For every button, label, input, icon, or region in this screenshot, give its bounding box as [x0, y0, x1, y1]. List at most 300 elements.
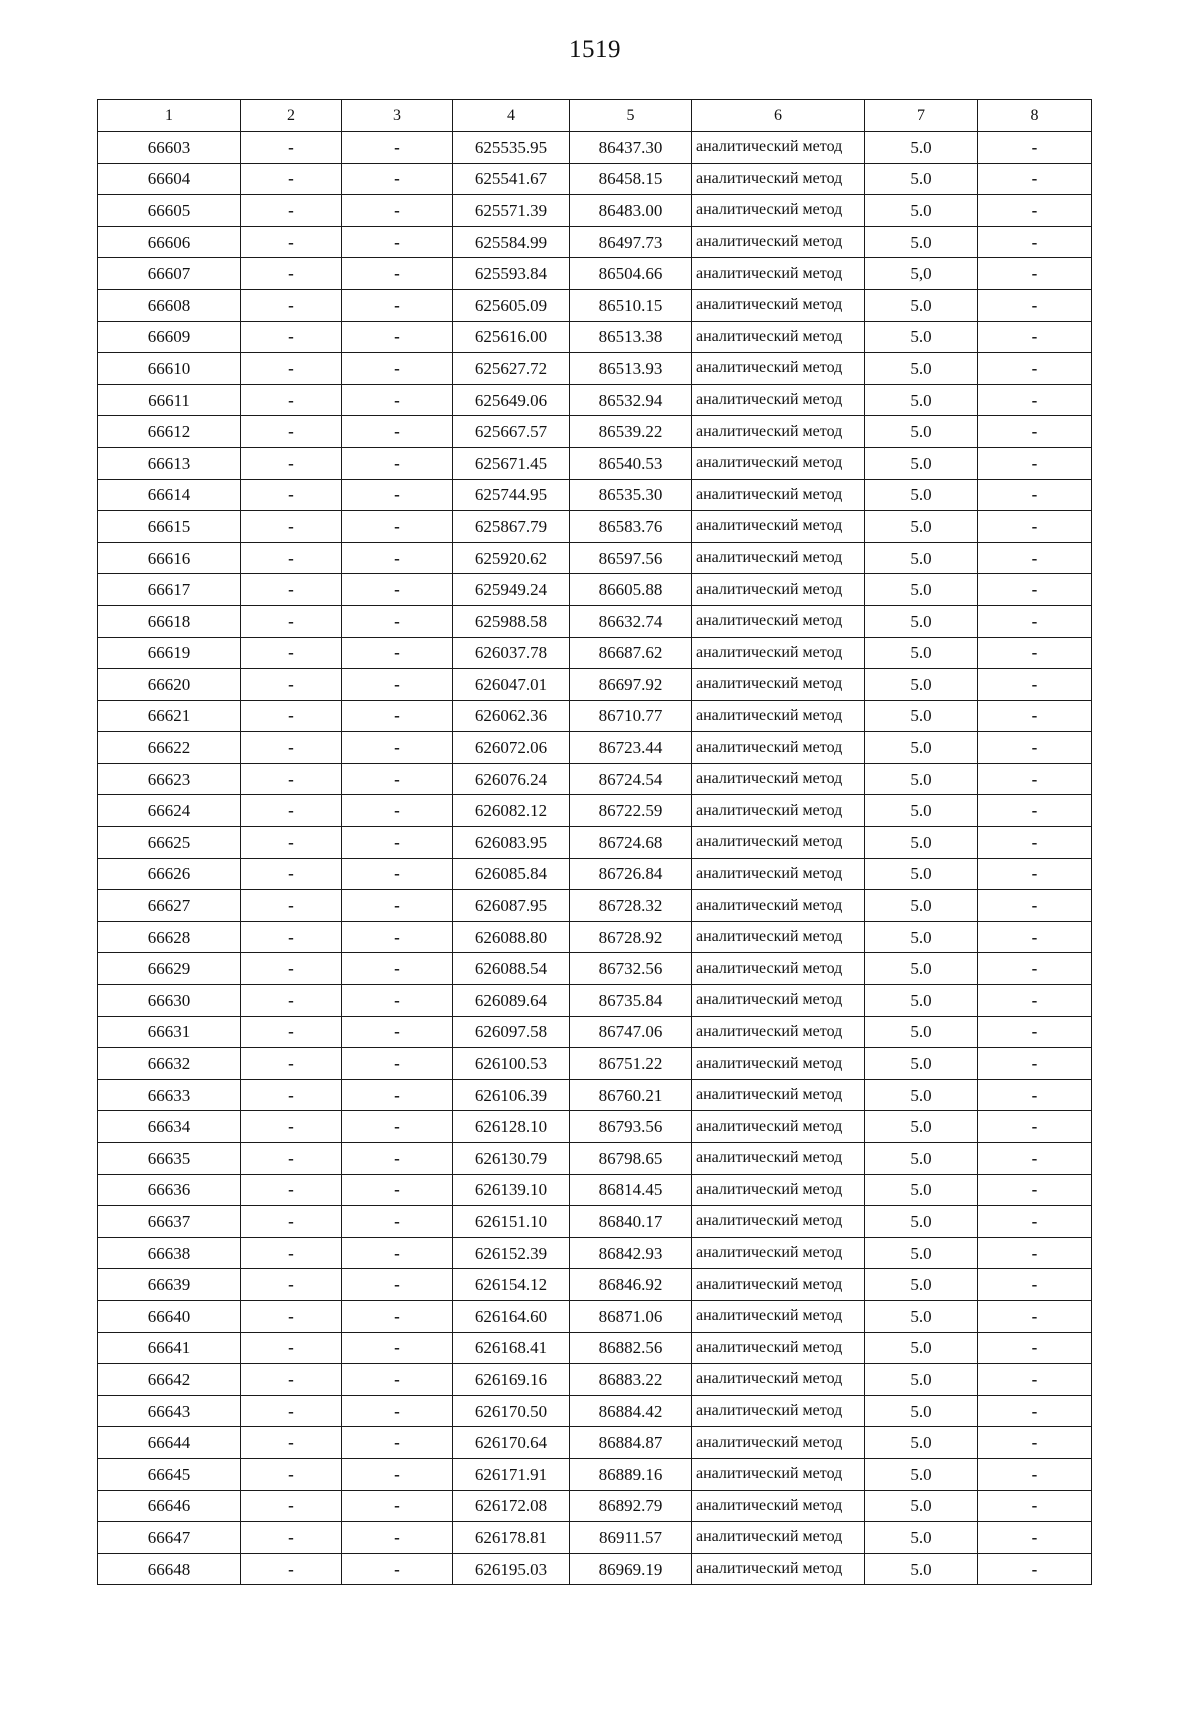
table-row	[98, 827, 1092, 859]
col3-cell: -	[342, 827, 453, 859]
col8-cell: -	[978, 289, 1092, 321]
method-cell: аналитический метод	[692, 1269, 865, 1301]
x-coordinate-cell: 626152.39	[453, 1237, 570, 1269]
table-row	[98, 1522, 1092, 1554]
point-number-cell: 66608	[98, 289, 241, 321]
point-number-cell: 66609	[98, 321, 241, 353]
col3-cell: -	[342, 1332, 453, 1364]
col3-cell: -	[342, 1490, 453, 1522]
y-coordinate-cell: 86798.65	[570, 1143, 692, 1175]
table-row	[98, 1016, 1092, 1048]
method-cell: аналитический метод	[692, 321, 865, 353]
x-coordinate-cell: 626082.12	[453, 795, 570, 827]
x-coordinate-cell: 626164.60	[453, 1300, 570, 1332]
page-number: 1519	[569, 36, 621, 63]
col2-cell: -	[241, 1269, 342, 1301]
method-cell: аналитический метод	[692, 1522, 865, 1554]
x-coordinate-cell: 626062.36	[453, 700, 570, 732]
accuracy-cell: 5.0	[865, 1143, 978, 1175]
col2-cell: -	[241, 953, 342, 985]
col3-cell: -	[342, 763, 453, 795]
table-row	[98, 353, 1092, 385]
col2-cell: -	[241, 226, 342, 258]
y-coordinate-cell: 86726.84	[570, 858, 692, 890]
y-coordinate-cell: 86724.68	[570, 827, 692, 859]
y-coordinate-cell: 86513.93	[570, 353, 692, 385]
y-coordinate-cell: 86687.62	[570, 637, 692, 669]
col2-cell: -	[241, 858, 342, 890]
table-row	[98, 858, 1092, 890]
x-coordinate-cell: 626083.95	[453, 827, 570, 859]
col2-cell: -	[241, 1079, 342, 1111]
method-cell: аналитический метод	[692, 1111, 865, 1143]
col2-cell: -	[241, 195, 342, 227]
col8-cell: -	[978, 1522, 1092, 1554]
y-coordinate-cell: 86510.15	[570, 289, 692, 321]
x-coordinate-cell: 625584.99	[453, 226, 570, 258]
y-coordinate-cell: 86497.73	[570, 226, 692, 258]
table-row	[98, 795, 1092, 827]
col8-cell: -	[978, 732, 1092, 764]
y-coordinate-cell: 86871.06	[570, 1300, 692, 1332]
x-coordinate-cell: 625571.39	[453, 195, 570, 227]
col2-cell: -	[241, 416, 342, 448]
col2-cell: -	[241, 574, 342, 606]
x-coordinate-cell: 626106.39	[453, 1079, 570, 1111]
column-header: 3	[342, 100, 453, 132]
column-header: 8	[978, 100, 1092, 132]
col2-cell: -	[241, 1143, 342, 1175]
col8-cell: -	[978, 384, 1092, 416]
col8-cell: -	[978, 1079, 1092, 1111]
col3-cell: -	[342, 953, 453, 985]
point-number-cell: 66628	[98, 921, 241, 953]
y-coordinate-cell: 86483.00	[570, 195, 692, 227]
method-cell: аналитический метод	[692, 858, 865, 890]
point-number-cell: 66614	[98, 479, 241, 511]
col3-cell: -	[342, 1458, 453, 1490]
point-number-cell: 66634	[98, 1111, 241, 1143]
y-coordinate-cell: 86632.74	[570, 605, 692, 637]
col2-cell: -	[241, 1458, 342, 1490]
table-row	[98, 321, 1092, 353]
method-cell: аналитический метод	[692, 289, 865, 321]
col2-cell: -	[241, 795, 342, 827]
col2-cell: -	[241, 1174, 342, 1206]
point-number-cell: 66611	[98, 384, 241, 416]
col2-cell: -	[241, 1364, 342, 1396]
y-coordinate-cell: 86840.17	[570, 1206, 692, 1238]
accuracy-cell: 5.0	[865, 953, 978, 985]
col3-cell: -	[342, 321, 453, 353]
method-cell: аналитический метод	[692, 1079, 865, 1111]
accuracy-cell: 5.0	[865, 1269, 978, 1301]
col2-cell: -	[241, 669, 342, 701]
col3-cell: -	[342, 1300, 453, 1332]
point-number-cell: 66644	[98, 1427, 241, 1459]
col3-cell: -	[342, 1427, 453, 1459]
table-row	[98, 195, 1092, 227]
col8-cell: -	[978, 1206, 1092, 1238]
table-row	[98, 1111, 1092, 1143]
col8-cell: -	[978, 1143, 1092, 1175]
point-number-cell: 66624	[98, 795, 241, 827]
point-number-cell: 66632	[98, 1048, 241, 1080]
method-cell: аналитический метод	[692, 511, 865, 543]
col3-cell: -	[342, 1079, 453, 1111]
col3-cell: -	[342, 542, 453, 574]
x-coordinate-cell: 626151.10	[453, 1206, 570, 1238]
method-cell: аналитический метод	[692, 1174, 865, 1206]
y-coordinate-cell: 86540.53	[570, 447, 692, 479]
accuracy-cell: 5.0	[865, 1079, 978, 1111]
point-number-cell: 66616	[98, 542, 241, 574]
col3-cell: -	[342, 163, 453, 195]
point-number-cell: 66622	[98, 732, 241, 764]
col8-cell: -	[978, 1048, 1092, 1080]
col3-cell: -	[342, 447, 453, 479]
x-coordinate-cell: 625988.58	[453, 605, 570, 637]
y-coordinate-cell: 86732.56	[570, 953, 692, 985]
col8-cell: -	[978, 1111, 1092, 1143]
point-number-cell: 66648	[98, 1553, 241, 1585]
col8-cell: -	[978, 1395, 1092, 1427]
method-cell: аналитический метод	[692, 195, 865, 227]
method-cell: аналитический метод	[692, 574, 865, 606]
table-row	[98, 1458, 1092, 1490]
col2-cell: -	[241, 827, 342, 859]
y-coordinate-cell: 86751.22	[570, 1048, 692, 1080]
point-number-cell: 66643	[98, 1395, 241, 1427]
col3-cell: -	[342, 1143, 453, 1175]
col3-cell: -	[342, 1364, 453, 1396]
y-coordinate-cell: 86728.32	[570, 890, 692, 922]
point-number-cell: 66607	[98, 258, 241, 290]
table-row	[98, 921, 1092, 953]
accuracy-cell: 5.0	[865, 732, 978, 764]
col3-cell: -	[342, 258, 453, 290]
table-row	[98, 1395, 1092, 1427]
point-number-cell: 66631	[98, 1016, 241, 1048]
x-coordinate-cell: 626171.91	[453, 1458, 570, 1490]
accuracy-cell: 5.0	[865, 1206, 978, 1238]
accuracy-cell: 5.0	[865, 985, 978, 1017]
table-row	[98, 1300, 1092, 1332]
y-coordinate-cell: 86884.87	[570, 1427, 692, 1459]
accuracy-cell: 5.0	[865, 1522, 978, 1554]
accuracy-cell: 5.0	[865, 1300, 978, 1332]
point-number-cell: 66610	[98, 353, 241, 385]
col2-cell: -	[241, 1111, 342, 1143]
y-coordinate-cell: 86723.44	[570, 732, 692, 764]
table-row	[98, 637, 1092, 669]
col3-cell: -	[342, 195, 453, 227]
point-number-cell: 66633	[98, 1079, 241, 1111]
x-coordinate-cell: 626088.54	[453, 953, 570, 985]
coordinates-table	[97, 99, 1092, 1585]
accuracy-cell: 5.0	[865, 353, 978, 385]
method-cell: аналитический метод	[692, 921, 865, 953]
point-number-cell: 66612	[98, 416, 241, 448]
point-number-cell: 66638	[98, 1237, 241, 1269]
table-row	[98, 132, 1092, 164]
y-coordinate-cell: 86722.59	[570, 795, 692, 827]
x-coordinate-cell: 626170.64	[453, 1427, 570, 1459]
x-coordinate-cell: 625949.24	[453, 574, 570, 606]
accuracy-cell: 5.0	[865, 195, 978, 227]
method-cell: аналитический метод	[692, 542, 865, 574]
x-coordinate-cell: 626089.64	[453, 985, 570, 1017]
table-row	[98, 763, 1092, 795]
table-row	[98, 542, 1092, 574]
accuracy-cell: 5.0	[865, 637, 978, 669]
col8-cell: -	[978, 447, 1092, 479]
accuracy-cell: 5.0	[865, 479, 978, 511]
accuracy-cell: 5.0	[865, 542, 978, 574]
method-cell: аналитический метод	[692, 890, 865, 922]
col2-cell: -	[241, 132, 342, 164]
method-cell: аналитический метод	[692, 384, 865, 416]
col8-cell: -	[978, 1016, 1092, 1048]
col8-cell: -	[978, 353, 1092, 385]
point-number-cell: 66606	[98, 226, 241, 258]
col2-cell: -	[241, 1490, 342, 1522]
accuracy-cell: 5.0	[865, 416, 978, 448]
y-coordinate-cell: 86724.54	[570, 763, 692, 795]
table-header-row	[98, 100, 1092, 132]
col8-cell: -	[978, 795, 1092, 827]
table-body	[98, 132, 1092, 1585]
point-number-cell: 66636	[98, 1174, 241, 1206]
x-coordinate-cell: 626076.24	[453, 763, 570, 795]
method-cell: аналитический метод	[692, 732, 865, 764]
point-number-cell: 66621	[98, 700, 241, 732]
col8-cell: -	[978, 321, 1092, 353]
x-coordinate-cell: 626195.03	[453, 1553, 570, 1585]
col3-cell: -	[342, 132, 453, 164]
y-coordinate-cell: 86513.38	[570, 321, 692, 353]
point-number-cell: 66619	[98, 637, 241, 669]
point-number-cell: 66613	[98, 447, 241, 479]
col8-cell: -	[978, 511, 1092, 543]
accuracy-cell: 5.0	[865, 1553, 978, 1585]
col2-cell: -	[241, 1427, 342, 1459]
method-cell: аналитический метод	[692, 1300, 865, 1332]
accuracy-cell: 5.0	[865, 921, 978, 953]
x-coordinate-cell: 626169.16	[453, 1364, 570, 1396]
col8-cell: -	[978, 1458, 1092, 1490]
accuracy-cell: 5.0	[865, 1016, 978, 1048]
col8-cell: -	[978, 132, 1092, 164]
y-coordinate-cell: 86710.77	[570, 700, 692, 732]
col2-cell: -	[241, 1332, 342, 1364]
col8-cell: -	[978, 763, 1092, 795]
table-row	[98, 985, 1092, 1017]
col8-cell: -	[978, 479, 1092, 511]
col8-cell: -	[978, 542, 1092, 574]
col8-cell: -	[978, 858, 1092, 890]
col8-cell: -	[978, 163, 1092, 195]
col3-cell: -	[342, 985, 453, 1017]
point-number-cell: 66604	[98, 163, 241, 195]
table-row	[98, 1427, 1092, 1459]
col8-cell: -	[978, 953, 1092, 985]
x-coordinate-cell: 626037.78	[453, 637, 570, 669]
accuracy-cell: 5.0	[865, 384, 978, 416]
col8-cell: -	[978, 416, 1092, 448]
y-coordinate-cell: 86597.56	[570, 542, 692, 574]
x-coordinate-cell: 626168.41	[453, 1332, 570, 1364]
method-cell: аналитический метод	[692, 953, 865, 985]
method-cell: аналитический метод	[692, 479, 865, 511]
table-row	[98, 479, 1092, 511]
col2-cell: -	[241, 1300, 342, 1332]
x-coordinate-cell: 626130.79	[453, 1143, 570, 1175]
col8-cell: -	[978, 890, 1092, 922]
accuracy-cell: 5.0	[865, 1364, 978, 1396]
col2-cell: -	[241, 163, 342, 195]
col8-cell: -	[978, 195, 1092, 227]
method-cell: аналитический метод	[692, 985, 865, 1017]
col3-cell: -	[342, 289, 453, 321]
col3-cell: -	[342, 353, 453, 385]
col2-cell: -	[241, 1206, 342, 1238]
col3-cell: -	[342, 1522, 453, 1554]
col3-cell: -	[342, 226, 453, 258]
col3-cell: -	[342, 1048, 453, 1080]
accuracy-cell: 5.0	[865, 1458, 978, 1490]
accuracy-cell: 5.0	[865, 226, 978, 258]
col3-cell: -	[342, 1111, 453, 1143]
table-row	[98, 669, 1092, 701]
point-number-cell: 66623	[98, 763, 241, 795]
accuracy-cell: 5.0	[865, 763, 978, 795]
col2-cell: -	[241, 890, 342, 922]
y-coordinate-cell: 86532.94	[570, 384, 692, 416]
col8-cell: -	[978, 1332, 1092, 1364]
x-coordinate-cell: 626154.12	[453, 1269, 570, 1301]
accuracy-cell: 5.0	[865, 700, 978, 732]
table-row	[98, 1269, 1092, 1301]
x-coordinate-cell: 625667.57	[453, 416, 570, 448]
col3-cell: -	[342, 795, 453, 827]
col8-cell: -	[978, 1490, 1092, 1522]
col3-cell: -	[342, 384, 453, 416]
point-number-cell: 66625	[98, 827, 241, 859]
method-cell: аналитический метод	[692, 447, 865, 479]
col2-cell: -	[241, 353, 342, 385]
col2-cell: -	[241, 732, 342, 764]
col3-cell: -	[342, 669, 453, 701]
method-cell: аналитический метод	[692, 1458, 865, 1490]
accuracy-cell: 5.0	[865, 827, 978, 859]
point-number-cell: 66626	[98, 858, 241, 890]
point-number-cell: 66647	[98, 1522, 241, 1554]
method-cell: аналитический метод	[692, 700, 865, 732]
table-row	[98, 1364, 1092, 1396]
point-number-cell: 66603	[98, 132, 241, 164]
y-coordinate-cell: 86884.42	[570, 1395, 692, 1427]
point-number-cell: 66605	[98, 195, 241, 227]
y-coordinate-cell: 86458.15	[570, 163, 692, 195]
column-header: 2	[241, 100, 342, 132]
col2-cell: -	[241, 384, 342, 416]
accuracy-cell: 5.0	[865, 1048, 978, 1080]
x-coordinate-cell: 625867.79	[453, 511, 570, 543]
col3-cell: -	[342, 574, 453, 606]
col8-cell: -	[978, 1553, 1092, 1585]
table-row	[98, 605, 1092, 637]
accuracy-cell: 5.0	[865, 289, 978, 321]
col8-cell: -	[978, 1269, 1092, 1301]
col2-cell: -	[241, 763, 342, 795]
point-number-cell: 66627	[98, 890, 241, 922]
accuracy-cell: 5.0	[865, 447, 978, 479]
col8-cell: -	[978, 669, 1092, 701]
point-number-cell: 66642	[98, 1364, 241, 1396]
y-coordinate-cell: 86882.56	[570, 1332, 692, 1364]
col3-cell: -	[342, 511, 453, 543]
x-coordinate-cell: 625627.72	[453, 353, 570, 385]
y-coordinate-cell: 86583.76	[570, 511, 692, 543]
accuracy-cell: 5.0	[865, 511, 978, 543]
x-coordinate-cell: 625920.62	[453, 542, 570, 574]
col3-cell: -	[342, 416, 453, 448]
col8-cell: -	[978, 827, 1092, 859]
col2-cell: -	[241, 321, 342, 353]
table-row	[98, 511, 1092, 543]
y-coordinate-cell: 86539.22	[570, 416, 692, 448]
y-coordinate-cell: 86697.92	[570, 669, 692, 701]
accuracy-cell: 5.0	[865, 1490, 978, 1522]
col8-cell: -	[978, 985, 1092, 1017]
col2-cell: -	[241, 542, 342, 574]
col3-cell: -	[342, 1174, 453, 1206]
column-header: 4	[453, 100, 570, 132]
table-row	[98, 289, 1092, 321]
accuracy-cell: 5.0	[865, 795, 978, 827]
point-number-cell: 66630	[98, 985, 241, 1017]
x-coordinate-cell: 626178.81	[453, 1522, 570, 1554]
point-number-cell: 66618	[98, 605, 241, 637]
col2-cell: -	[241, 511, 342, 543]
col3-cell: -	[342, 1395, 453, 1427]
point-number-cell: 66640	[98, 1300, 241, 1332]
col3-cell: -	[342, 890, 453, 922]
y-coordinate-cell: 86846.92	[570, 1269, 692, 1301]
column-header: 7	[865, 100, 978, 132]
column-header: 1	[98, 100, 241, 132]
table-row	[98, 700, 1092, 732]
table-row	[98, 1174, 1092, 1206]
method-cell: аналитический метод	[692, 353, 865, 385]
accuracy-cell: 5.0	[865, 1174, 978, 1206]
table-row	[98, 384, 1092, 416]
method-cell: аналитический метод	[692, 827, 865, 859]
column-header: 6	[692, 100, 865, 132]
method-cell: аналитический метод	[692, 1395, 865, 1427]
y-coordinate-cell: 86842.93	[570, 1237, 692, 1269]
accuracy-cell: 5.0	[865, 1395, 978, 1427]
accuracy-cell: 5,0	[865, 258, 978, 290]
y-coordinate-cell: 86814.45	[570, 1174, 692, 1206]
point-number-cell: 66629	[98, 953, 241, 985]
point-number-cell: 66645	[98, 1458, 241, 1490]
x-coordinate-cell: 625541.67	[453, 163, 570, 195]
y-coordinate-cell: 86504.66	[570, 258, 692, 290]
table-row	[98, 447, 1092, 479]
method-cell: аналитический метод	[692, 1016, 865, 1048]
